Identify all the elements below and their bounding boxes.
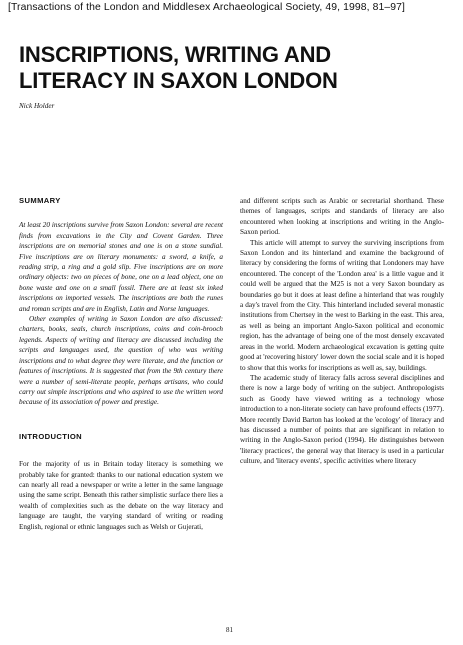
summary-heading: SUMMARY bbox=[19, 196, 61, 205]
body-paragraph: and different scripts such as Arabic or secretarial shorthand. These themes of languages, scripts and standards of literacy are also encountered when looking at inscriptions and writing in the Anglo-Saxon period. bbox=[240, 197, 444, 237]
body-paragraph: The academic study of literacy falls across several disciplines and there is now a large body of writing on the subject. Anthropologists such as Goody have viewed writing as a technology whose introduction to a non-literate society can have profound effects (1977). More recently David Barton has looked at the 'ecology' of literacy and has discussed a number of points that are significant in relation to writing in the Anglo-Saxon period (1994). He distinguishes between 'literacy practices', the general way that literacy is used in a particular culture, and 'literacy events', specific activities where literacy bbox=[240, 373, 444, 466]
left-column bbox=[19, 196, 223, 532]
introduction-heading: INTRODUCTION bbox=[19, 431, 83, 441]
body-paragraph: This article will attempt to survey the surviving inscriptions from Saxon London and its hinterland and examine the background of literacy by considering the forms of writing that Londoners may have encountered. The concept of the 'London area' is a little vague and it could well be argued that the M25 is not a very Saxon boundary as boundaries go but it does at least define a hinterland that was roughly a day's travel from the City. This hinterland included several monastic institutions from Chertsey in the west to Barking in the east. This area, as well as being an important Anglo-Saxon political and economic region, has the advantage of being one of the most densely excavated areas in the world. Modern archaeological excavation is getting quite good at 'recovering history' lower down the social scale and it is hoped to show that this works for inscriptions as well as, say, buildings. bbox=[240, 238, 444, 372]
title-line-2: LITERACY IN SAXON LONDON bbox=[19, 68, 338, 93]
summary-paragraph: At least 20 inscriptions survive from Saxon London: several are recent finds from excavations in the City and Covent Garden. Three inscriptions are on memorial stones and one is on a stone sundial. Five inscriptions are on literary monuments: a sword, a knife, a reading strip, a ring and a gold slip. Five inscriptions are on more ordinary objects: two on pieces of bone, one on a lead object, one on bone waste and one on a small fossil. There are at least six inked inscriptions on imported vessels. The inscriptions are both the runes and roman scripts and are in English, Latin and Norse languages. bbox=[19, 221, 223, 313]
introduction-section bbox=[19, 432, 223, 532]
journal-citation-header: [Transactions of the London and Middlesex Archaeological Society, 49, 1998, 81–97] bbox=[8, 2, 405, 13]
title-line-1: INSCRIPTIONS, WRITING AND bbox=[19, 42, 331, 67]
body-paragraph: For the majority of us in Britain today literacy is something we probably take for granted: thanks to our national education system we can nearly all read a newspaper or write a letter in the same language using the same script. Beneath this rather simplistic surface there lies a wealth of complexities such as the debate on the way literacy and language are taught, the varying standard of writing or reading English, regional or ethnic languages such as Welsh or Gujerati, bbox=[19, 460, 223, 531]
page-number: 81 bbox=[226, 626, 233, 634]
summary-section bbox=[19, 196, 223, 408]
article-title bbox=[19, 42, 338, 94]
author-name: Nick Holder bbox=[19, 102, 55, 110]
summary-paragraph: Other examples of writing in Saxon London are also discussed: charters, books, seals, church inscriptions, coins and coin-brooch legends. Aspects of writing and literacy are discussed including the scripts and languages used, the question of who was writing inscriptions and to what degree they were literate, and the function or features of inscriptions. It is suggested that from the 9th century there were a number of semi-literate people, perhaps artisans, who could carry out simple inscriptions and who aspired to use the written word because of its association of power and prestige. bbox=[19, 315, 223, 407]
right-column bbox=[240, 196, 444, 467]
